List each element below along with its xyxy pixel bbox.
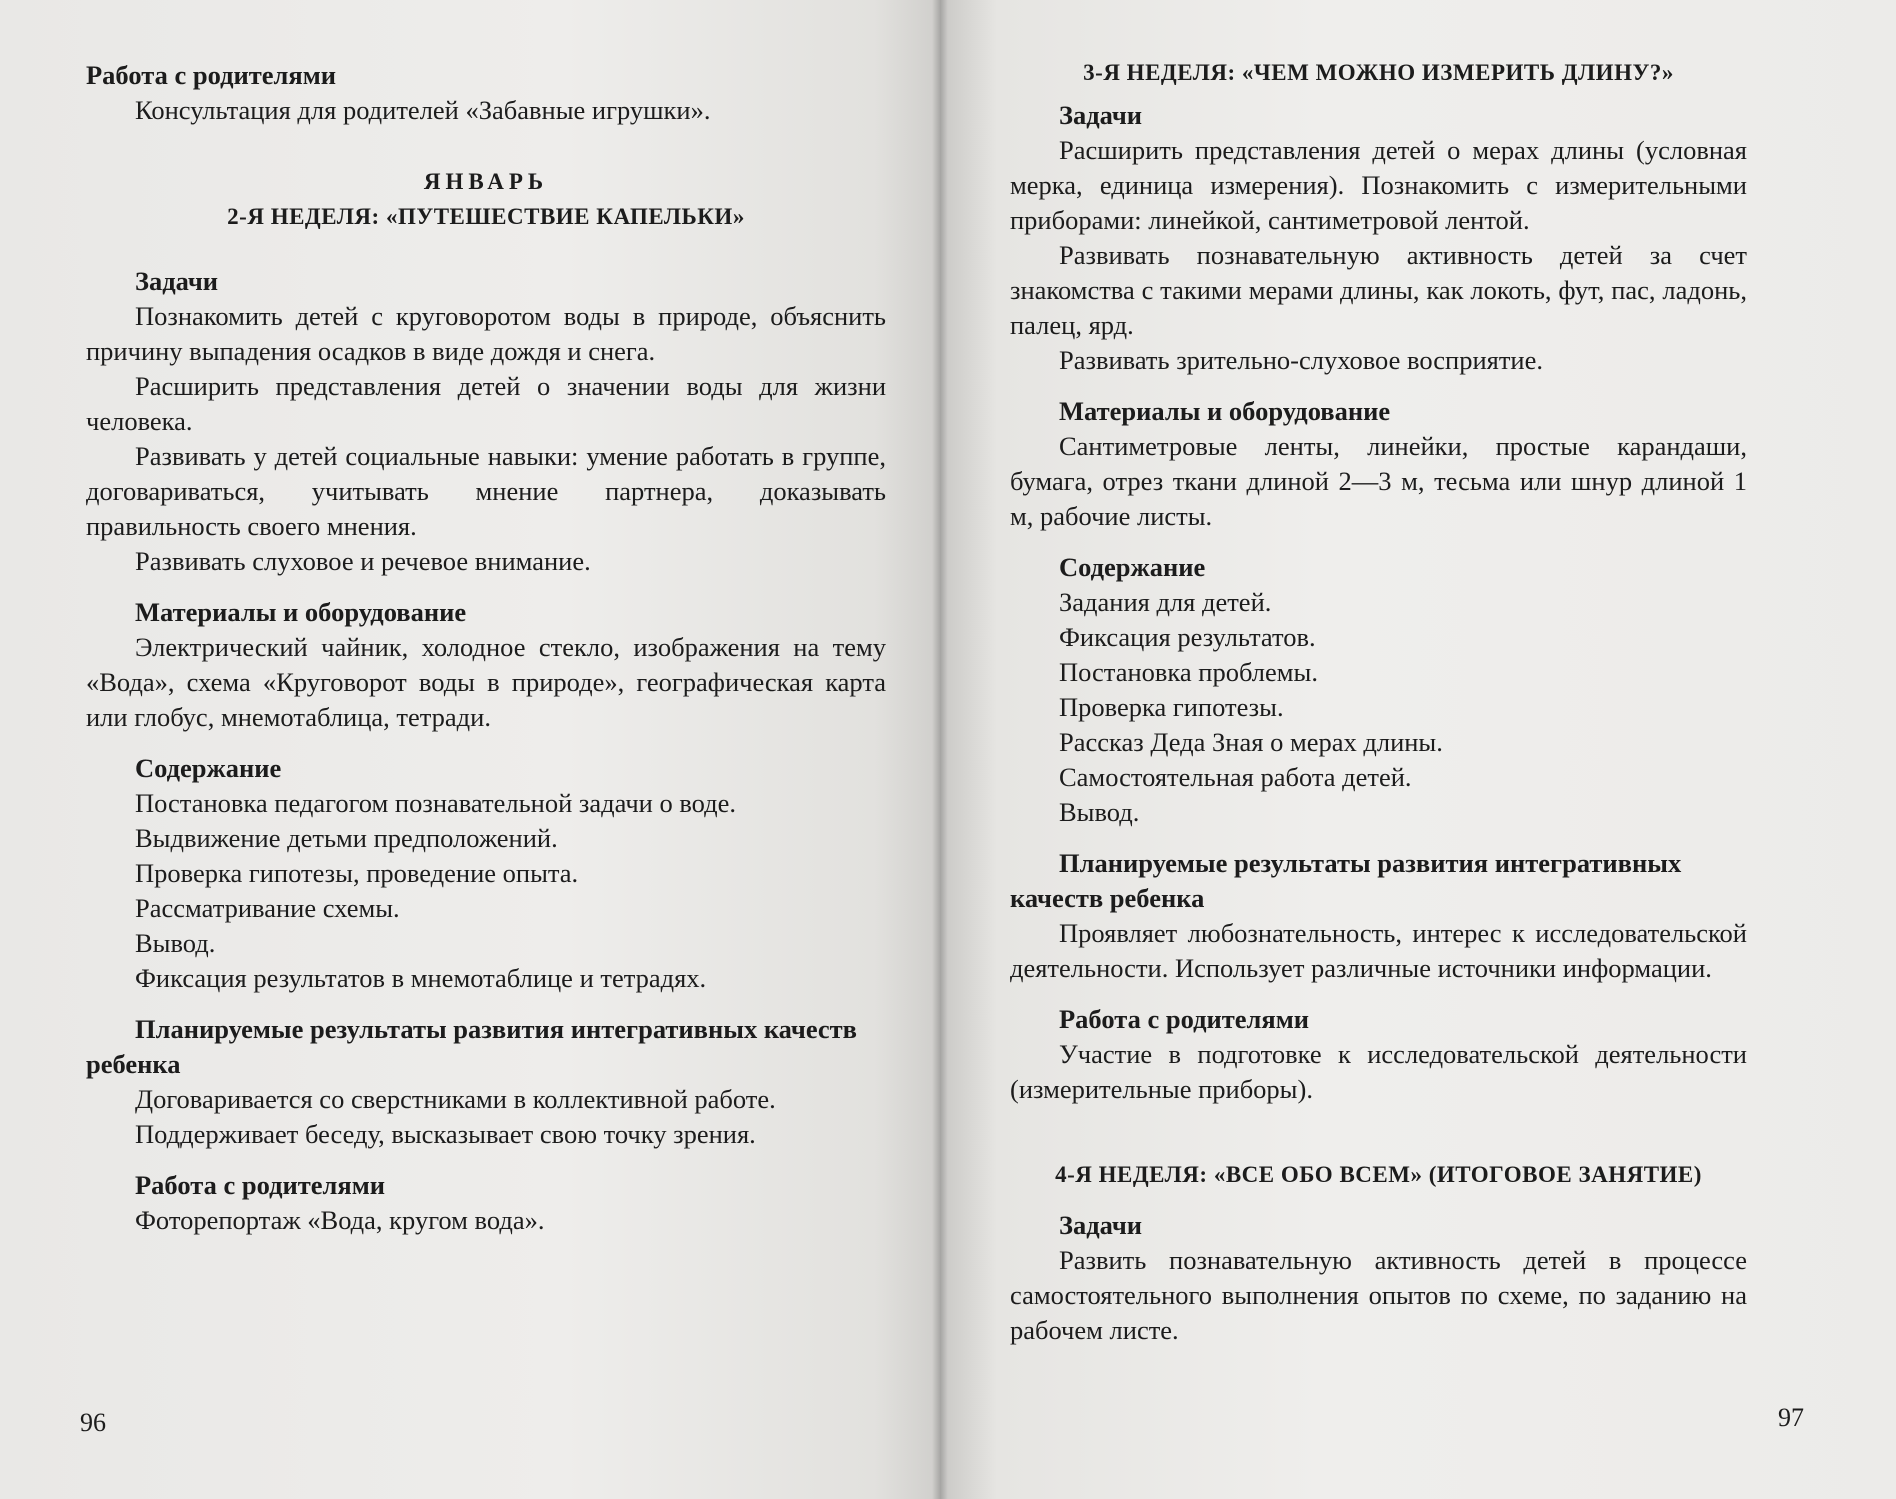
section-heading-tasks: Задачи (135, 266, 219, 296)
week-title: 3-Я НЕДЕЛЯ: «ЧЕМ МОЖНО ИЗМЕРИТЬ ДЛИНУ?» (1083, 60, 1674, 85)
paragraph-parents: Участие в подготовке к исследовательской деятельности (измерительные приборы). (1010, 1039, 1747, 1104)
list-item: Фиксация результатов в мнемотаблице и тетрадях. (135, 963, 707, 993)
list-item: Выдвижение детьми предположений. (135, 823, 558, 853)
list-item: Фиксация результатов. (1059, 622, 1316, 652)
section-heading-tasks: Задачи (1059, 100, 1143, 130)
paragraph: Расширить представления детей о значении воды для жизни человека. (86, 371, 886, 436)
list-item: Постановка педагогом познавательной задачи о воде. (135, 788, 737, 818)
right-page-column (1010, 55, 1747, 1348)
section-heading-results: Планируемые результаты развития интегративных качеств ребенка (1010, 848, 1682, 913)
month-title: ЯНВАРЬ (423, 169, 549, 194)
left-page (0, 0, 940, 1499)
week4-title: 4-Я НЕДЕЛЯ: «ВСЕ ОБО ВСЕМ» (ИТОГОВОЕ ЗАНЯТИЕ) (1055, 1162, 1702, 1187)
list-item: Проверка гипотезы, проведение опыта. (135, 858, 579, 888)
section-heading-materials: Материалы и оборудование (1059, 396, 1391, 426)
section-heading-content: Содержание (135, 753, 282, 783)
book-gutter (932, 0, 948, 1499)
section-heading-parents-top: Работа с родителями (86, 60, 337, 90)
page-number: 96 (80, 1408, 106, 1437)
list-item: Самостоятельная работа детей. (1059, 762, 1412, 792)
content-list (86, 786, 886, 996)
paragraph: Развивать зрительно-слуховое восприятие. (1059, 345, 1543, 375)
list-item: Постановка проблемы. (1059, 657, 1318, 687)
paragraph-materials: Электрический чайник, холодное стекло, изображения на тему «Вода», схема «Круговорот воды в природе», географическая карта или глобус, мнемотаблица, тетради. (86, 632, 886, 732)
list-item: Задания для детей. (1059, 587, 1272, 617)
paragraph: Познакомить детей с круговоротом воды в природе, объяснить причину выпадения осадков в виде дождя и снега. (86, 301, 886, 366)
content-list (1010, 585, 1747, 830)
right-page (940, 0, 1896, 1499)
paragraph-parents: Фоторепортаж «Вода, кругом вода». (135, 1205, 545, 1235)
section-heading-week4-tasks: Задачи (1059, 1210, 1143, 1240)
paragraph-materials: Сантиметровые ленты, линейки, простые карандаши, бумага, отрез ткани длиной 2—3 м, тесьма или шнур длиной 1 м, рабочие листы. (1010, 431, 1747, 531)
section-heading-materials: Материалы и оборудование (135, 597, 467, 627)
list-item: Договаривается со сверстниками в коллективной работе. (135, 1084, 776, 1114)
paragraph: Развивать познавательную активность детей за счет знакомства с такими мерами длины, как локоть, фут, пас, ладонь, палец, ярд. (1010, 240, 1747, 340)
paragraph-results: Проявляет любознательность, интерес к исследовательской деятельности. Использует различные источники информации. (1010, 918, 1747, 983)
section-heading-results: Планируемые результаты развития интегративных качеств ребенка (86, 1014, 857, 1079)
section-heading-parents: Работа с родителями (135, 1170, 386, 1200)
left-page-column (86, 58, 886, 1238)
paragraph: Развивать у детей социальные навыки: умение работать в группе, договариваться, учитывать мнение партнера, доказывать правильность своего мнения. (86, 441, 886, 541)
section-heading-parents: Работа с родителями (1059, 1004, 1310, 1034)
section-heading-content: Содержание (1059, 552, 1206, 582)
paragraph: Расширить представления детей о мерах длины (условная мерка, единица измерения). Познакомить с измерительными приборами: линейкой, сантиметровой лентой. (1010, 135, 1747, 235)
list-item: Вывод. (135, 928, 216, 958)
week-title: 2-Я НЕДЕЛЯ: «ПУТЕШЕСТВИЕ КАПЕЛЬКИ» (227, 204, 745, 229)
page-number: 97 (1778, 1403, 1804, 1432)
list-item: Рассказ Деда Зная о мерах длины. (1059, 727, 1443, 757)
list-item: Рассматривание схемы. (135, 893, 400, 923)
list-item: Поддерживает беседу, высказывает свою точку зрения. (135, 1119, 756, 1149)
list-item: Проверка гипотезы. (1059, 692, 1284, 722)
paragraph: Развивать слуховое и речевое внимание. (135, 546, 591, 576)
list-item: Вывод. (1059, 797, 1140, 827)
paragraph-week4-tasks: Развить познавательную активность детей в процессе самостоятельного выполнения опытов по схеме, по заданию на рабочем листе. (1010, 1245, 1747, 1345)
paragraph-parents-top: Консультация для родителей «Забавные игрушки». (135, 95, 711, 125)
